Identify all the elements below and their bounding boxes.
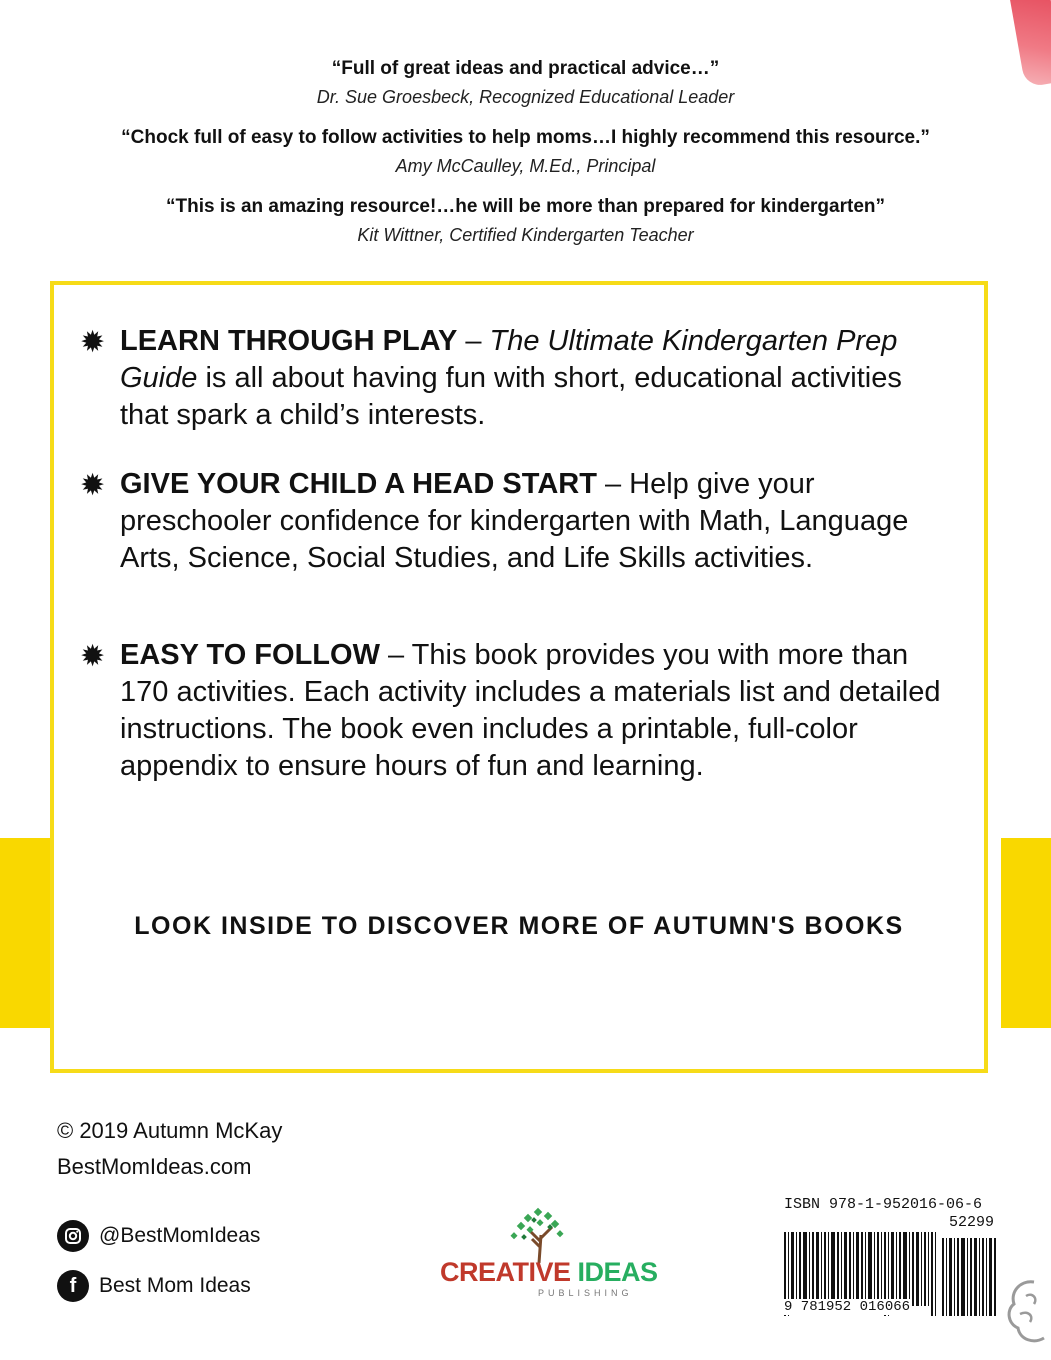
publisher-logo [440, 1205, 675, 1300]
feature-dash: – [596, 468, 630, 500]
publisher-sub: PUBLISHING [538, 1288, 633, 1298]
tree-icon [440, 1205, 675, 1265]
testimonial-text: “Chock full of easy to follow activities to help moms…I highly recommend this resource.” [121, 127, 930, 148]
testimonial-author: Amy McCaulley, M.Ed., Principal [395, 156, 656, 176]
testimonial-author: Kit Wittner, Certified Kindergarten Teacher [357, 225, 694, 245]
feature-learn-through-play [80, 323, 950, 434]
feature-easy-to-follow [80, 637, 950, 785]
testimonials [0, 55, 1051, 262]
instagram-handle: @BestMomIdeas [99, 1224, 261, 1247]
facebook-link[interactable] [57, 1270, 251, 1302]
star-bullet-icon: ✹ [80, 640, 106, 673]
feature-body: Help give your preschooler confidence for kindergarten with Math, Language Arts, Science, Social Studies, and Life Skills activities. [120, 468, 909, 574]
feature-title: LEARN THROUGH PLAY [120, 325, 458, 357]
instagram-icon [57, 1220, 89, 1252]
copyright: © 2019 Autumn McKay [57, 1118, 283, 1143]
testimonial [0, 55, 1051, 111]
instagram-link[interactable] [57, 1220, 260, 1252]
testimonial-text: “Full of great ideas and practical advice…” [331, 58, 720, 79]
right-yellow-bar [1001, 838, 1051, 1028]
website-link[interactable]: BestMomIdeas.com [57, 1154, 252, 1179]
feature-box [50, 281, 988, 1073]
testimonial [0, 124, 1051, 180]
feature-body: is all about having fun with short, educational activities that spark a child’s interests. [120, 362, 902, 431]
feature-title: EASY TO FOLLOW [120, 639, 380, 671]
testimonial-author: Dr. Sue Groesbeck, Recognized Educational Leader [316, 87, 735, 107]
feature-dash: – [457, 325, 490, 357]
testimonial-text: “This is an amazing resource!…he will be more than prepared for kindergarten” [165, 196, 885, 217]
look-inside-cta: LOOK INSIDE TO DISCOVER MORE OF AUTUMN'S BOOKS [134, 912, 904, 940]
feature-title: GIVE YOUR CHILD A HEAD START [120, 468, 597, 500]
facebook-icon: f [57, 1270, 89, 1302]
publisher-name: CREATIVE IDEAS [440, 1257, 658, 1287]
feature-body: This book provides you with more than 170 activities. Each activity includes a materials list and detailed instructions. The book even includes a printable, full-color appendix to ensure hours of fun and learning. [120, 639, 941, 782]
star-bullet-icon: ✹ [80, 469, 106, 502]
feature-book-title: The Ultimate Kindergarten Prep Guide [120, 325, 898, 394]
star-bullet-icon: ✹ [80, 326, 106, 359]
facebook-name: Best Mom Ideas [99, 1274, 251, 1297]
author-info [57, 1113, 282, 1185]
barcode-digits: 9 781952 016066 [784, 1299, 911, 1315]
testimonial [0, 193, 1051, 249]
isbn-number: ISBN 978-1-952016-06-6 [784, 1196, 983, 1213]
price-code: 52299 [948, 1214, 994, 1231]
isbn-barcode [780, 1192, 1002, 1325]
brain-icon [1004, 1268, 1051, 1348]
feature-dash: – [379, 639, 412, 671]
feature-head-start [80, 466, 950, 577]
